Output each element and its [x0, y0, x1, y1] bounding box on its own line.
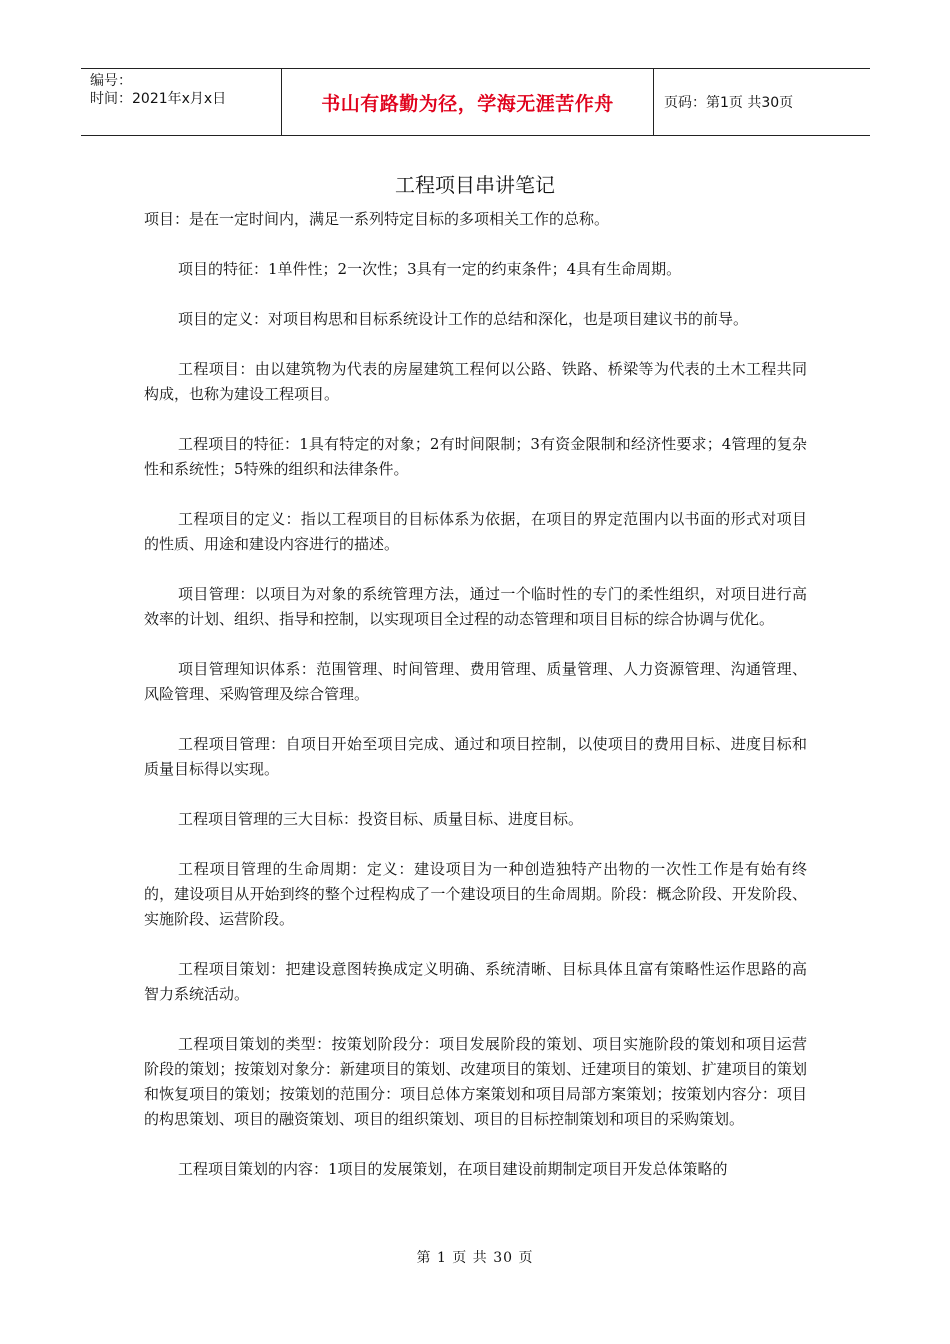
page-footer: 第 1 页 共 30 页 [416, 1250, 534, 1266]
header-motto: 书山有路勤为径，学海无涯苦作舟 [282, 69, 654, 135]
document-title: 工程项目串讲笔记 [395, 173, 555, 197]
paragraph: 工程项目策划的内容：1项目的发展策划，在项目建设前期制定项目开发总体策略的 [178, 1160, 728, 1178]
paragraph: 工程项目策划的类型：按策划阶段分：项目发展阶段的策划、项目实施阶段的策划和项目运营阶段的策划；按策划对象分：新建项目的策划、改建项目的策划、迁建项目的策划、扩建项目的策划和恢复项目的策划；按策划的范围分：项目总体方案策划和项目局部方案策划；按策划内容分：项目的构思策划、项目的融资策划、项目的组织策划、项目的目标控制策划和项目的采购策划。 [144, 1035, 807, 1128]
paragraph: 工程项目的特征：1具有特定的对象；2有时间限制；3有资金限制和经济性要求；4管理的复杂性和系统性；5特殊的组织和法律条件。 [144, 435, 807, 478]
document-body [144, 207, 807, 1207]
paragraph: 项目的特征：1单件性；2一次性；3具有一定的约束条件；4具有生命周期。 [178, 260, 682, 278]
paragraph: 项目管理知识体系：范围管理、时间管理、费用管理、质量管理、人力资源管理、沟通管理、风险管理、采购管理及综合管理。 [144, 660, 807, 703]
paragraph: 工程项目管理的三大目标：投资目标、质量目标、进度目标。 [178, 810, 584, 828]
paragraph: 项目的定义：对项目构思和目标系统设计工作的总结和深化，也是项目建议书的前导。 [178, 310, 749, 328]
paragraph: 工程项目策划：把建设意图转换成定义明确、系统清晰、目标具体且富有策略性运作思路的高智力系统活动。 [144, 960, 807, 1003]
paragraph: 工程项目管理：自项目开始至项目完成、通过和项目控制，以使项目的费用目标、进度目标和质量目标得以实现。 [144, 735, 807, 778]
header-table [81, 68, 870, 136]
paragraph: 工程项目管理的生命周期：定义：建设项目为一种创造独特产出物的一次性工作是有始有终的，建设项目从开始到终的整个过程构成了一个建设项目的生命周期。阶段：概念阶段、开发阶段、实施阶段、运营阶段。 [144, 860, 807, 928]
paragraph: 工程项目的定义：指以工程项目的目标体系为依据，在项目的界定范围内以书面的形式对项目的性质、用途和建设内容进行的描述。 [144, 510, 807, 553]
paragraph: 工程项目：由以建筑物为代表的房屋建筑工程何以公路、铁路、桥梁等为代表的土木工程共同构成，也称为建设工程项目。 [144, 360, 807, 403]
document-number-label: 编号： [90, 73, 132, 89]
header-meta-cell [81, 69, 282, 135]
document-date: 时间：2021年x月x日 [90, 91, 227, 107]
header-page-info: 页码：第1页 共30页 [664, 95, 794, 111]
paragraph: 项目：是在一定时间内，满足一系列特定目标的多项相关工作的总称。 [144, 210, 610, 228]
paragraph: 项目管理：以项目为对象的系统管理方法，通过一个临时性的专门的柔性组织，对项目进行高效率的计划、组织、指导和控制，以实现项目全过程的动态管理和项目目标的综合协调与优化。 [144, 585, 807, 628]
